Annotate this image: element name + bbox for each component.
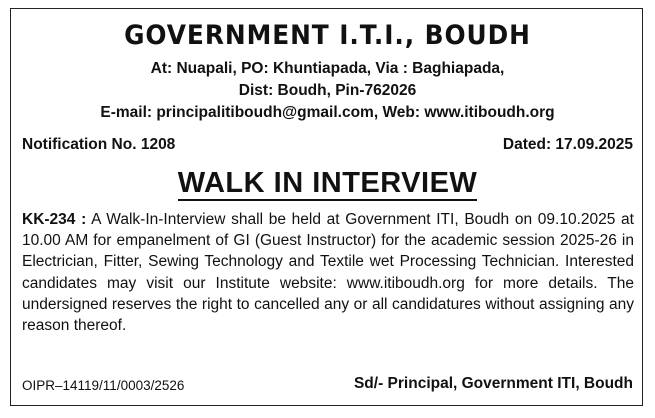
address-line-2: Dist: Boudh, Pin-762026 <box>238 82 417 99</box>
notice-heading-text: WALK IN INTERVIEW <box>177 167 478 199</box>
signature-line: Sd/- Principal, Government ITI, Boudh <box>353 375 633 392</box>
notice-text: A Walk-In-Interview shall be held at Government ITI, Boudh on 09.10.2025 at 10.00 AM for empanelment of GI (Guest Instructor) for the academic session 2025-26 in Electrician, Fitter, Sewing Technology and Textile wet Processing Technician. Interested candidates may visit our Institute website: www.itiboudh.org for more details. The undersigned reserves the right to cancelled any or all candidatures without assigning any reason thereof. <box>22 211 634 335</box>
notification-date: Dated: 17.09.2025 <box>502 136 633 153</box>
oipr-reference: OIPR–14119/11/0003/2526 <box>22 378 185 393</box>
notification-number: Notification No. 1208 <box>22 136 176 153</box>
institute-title: GOVERNMENT I.T.I., BOUDH <box>124 20 531 51</box>
notice-heading <box>0 167 655 200</box>
notice-body <box>22 209 634 336</box>
address-line-1: At: Nuapali, PO: Khuntiapada, Via : Baghiapada, <box>150 60 505 77</box>
notice-code: KK-234 : <box>22 211 87 228</box>
contact-line: E-mail: principalitiboudh@gmail.com, Web: www.itiboudh.org <box>100 104 555 121</box>
